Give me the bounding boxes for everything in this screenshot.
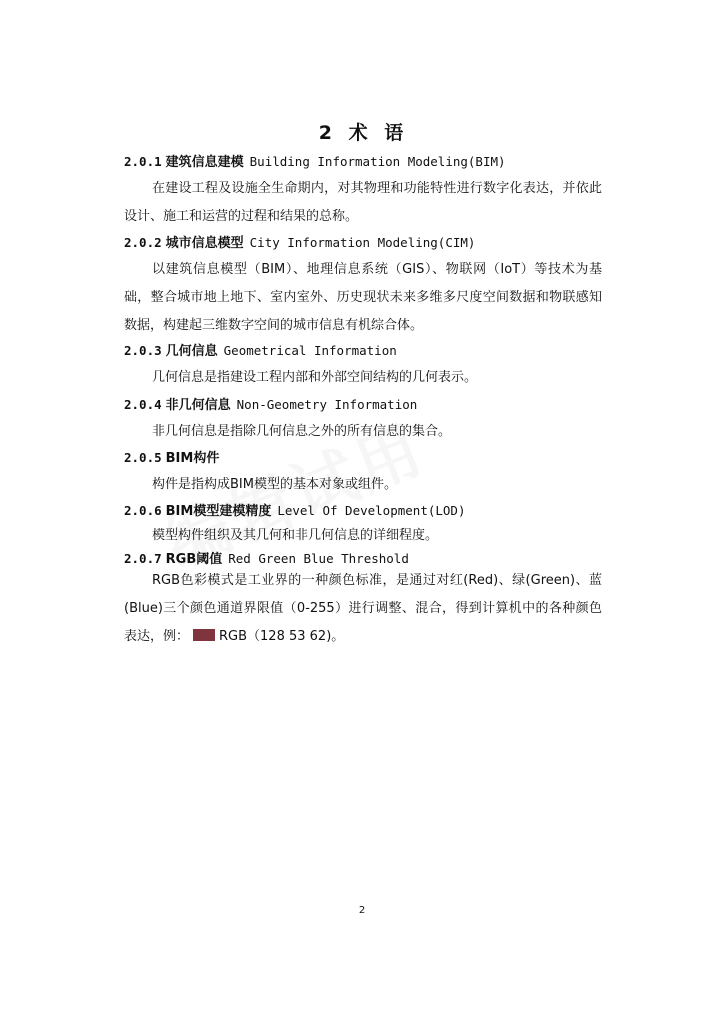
- term-english-name: Geometrical Information: [223, 343, 397, 358]
- definition-text: RGB色彩模式是工业界的一种颜色标准，是通过对红(Red)、绿(Green)、蓝(Blue)三个颜色通道界限值（0-255）进行调整、混合，得到计算机中的各种颜色表达，例：: [124, 573, 602, 644]
- term-english-name: Non-Geometry Information: [236, 397, 418, 412]
- term-definition-2-0-2: 以建筑信息模型（BIM）、地理信息系统（GIS）、物联网（IoT）等技术为基础，整合城市地上地下、室内室外、历史现状未来多维多尺度空间数据和物联感知数据，构建起三维数字空间的城市信息有机综合体。: [124, 262, 602, 333]
- term-heading-2-0-4: [124, 396, 417, 415]
- term-definition-2-0-5: 构件是指构成BIM模型的基本对象或组件。: [152, 477, 397, 492]
- definition-text-rgb: RGB（128 53 62)。: [219, 629, 345, 644]
- term-chinese-name: RGB阈值: [165, 552, 223, 567]
- term-english-name: City Information Modeling(CIM): [249, 235, 476, 250]
- term-number: 2.0.1: [124, 154, 162, 169]
- term-chinese-name: 几何信息: [165, 344, 218, 359]
- term-chinese-name: BIM构件: [165, 451, 220, 466]
- term-heading-2-0-3: [124, 342, 397, 361]
- term-english-name: Level Of Development(LOD): [277, 503, 466, 518]
- term-chinese-name: 建筑信息建模: [165, 155, 244, 170]
- color-swatch: [193, 629, 215, 641]
- term-number: 2.0.5: [124, 450, 162, 465]
- term-heading-2-0-6: [124, 502, 465, 521]
- term-english-name: Building Information Modeling(BIM): [249, 154, 506, 169]
- term-heading-2-0-5: [124, 449, 225, 468]
- chapter-title: 2 术 语: [318, 122, 406, 144]
- term-definition-2-0-1: 在建设工程及设施全生命期内，对其物理和功能特性进行数字化表达，并依此设计、施工和运营的过程和结果的总称。: [124, 181, 602, 224]
- term-number: 2.0.6: [124, 503, 162, 518]
- term-chinese-name: 城市信息模型: [165, 236, 244, 251]
- term-definition-2-0-7: [124, 567, 602, 651]
- term-heading-2-0-1: [124, 153, 506, 172]
- term-number: 2.0.7: [124, 551, 162, 566]
- term-english-name: Red Green Blue Threshold: [228, 551, 409, 566]
- term-number: 2.0.4: [124, 397, 162, 412]
- term-definition-2-0-6: 模型构件组织及其几何和非几何信息的详细程度。: [152, 528, 439, 543]
- term-definition-2-0-3: 几何信息是指建设工程内部和外部空间结构的几何表示。: [152, 370, 478, 385]
- term-chinese-name: 非几何信息: [165, 398, 231, 413]
- term-chinese-name: BIM模型建模精度: [165, 504, 272, 519]
- term-heading-2-0-2: [124, 234, 475, 253]
- term-definition-2-0-4: 非几何信息是指除几何信息之外的所有信息的集合。: [152, 424, 452, 439]
- term-number: 2.0.2: [124, 235, 162, 250]
- term-number: 2.0.3: [124, 343, 162, 358]
- page-number: 2: [358, 905, 366, 916]
